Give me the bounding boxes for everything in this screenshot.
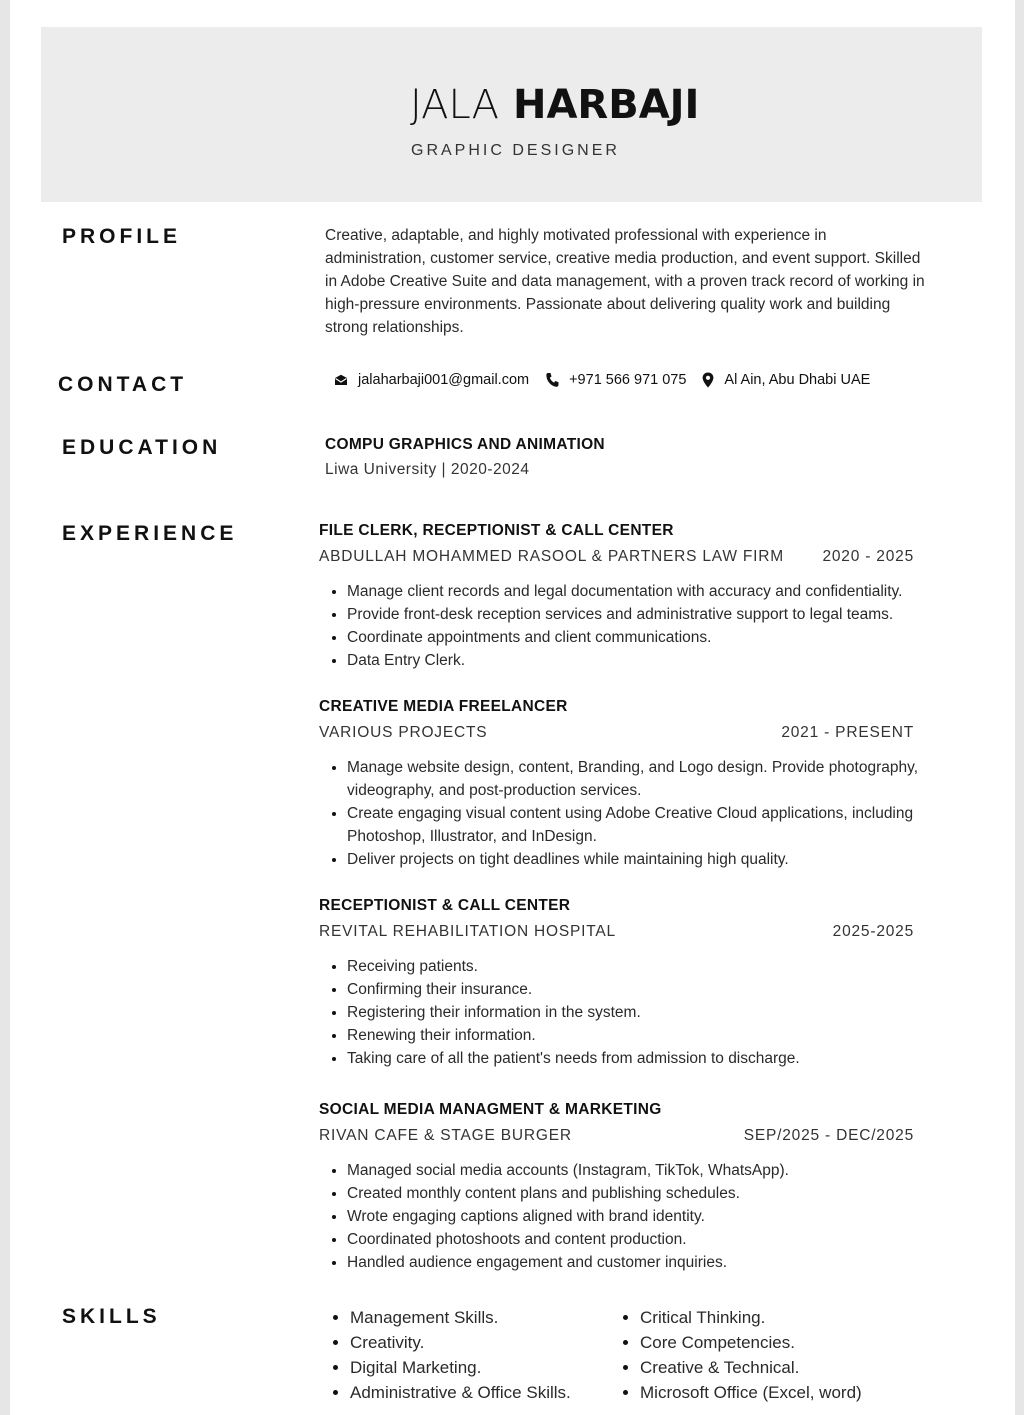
job-subheader bbox=[319, 1127, 919, 1149]
list-item: • Manage website design, content, Branding, and Logo design. Provide photography, videography, and post-production services. bbox=[347, 756, 919, 802]
list-item: • Registering their information in the system. bbox=[347, 1001, 919, 1024]
list-item: • Created monthly content plans and publishing schedules. bbox=[347, 1182, 919, 1205]
phone-icon bbox=[545, 372, 559, 388]
experience-entry bbox=[319, 698, 919, 871]
job-subheader bbox=[319, 724, 919, 746]
list-item: • Handled audience engagement and customer inquiries. bbox=[347, 1251, 919, 1274]
job-subheader bbox=[319, 923, 919, 945]
section-title-experience: EXPERIENCE bbox=[62, 522, 238, 545]
skill-item: • Administrative & Office Skills. bbox=[350, 1380, 612, 1405]
list-item: • Confirming their insurance. bbox=[347, 978, 919, 1001]
list-item: • Coordinate appointments and client communications. bbox=[347, 626, 919, 649]
profile-text: Creative, adaptable, and highly motivated professional with experience in administration, customer service, creative media production, and event support. Skilled in Adobe Creative Suite and data management, with a proven track record of working in high-pressure environments. Passionate about delivering quality work and building strong relationships. bbox=[325, 227, 925, 336]
job-bullets bbox=[319, 756, 919, 871]
job-dates: 2025-2025 bbox=[832, 923, 914, 940]
section-title-skills: SKILLS bbox=[62, 1305, 161, 1328]
list-item: • Managed social media accounts (Instagram, TikTok, WhatsApp). bbox=[347, 1159, 919, 1182]
contact-row bbox=[334, 372, 886, 388]
job-role: GRAPHIC DESIGNER bbox=[411, 142, 620, 159]
resume-page bbox=[10, 0, 1015, 1415]
experience-entry bbox=[319, 522, 919, 672]
job-dates: 2020 - 2025 bbox=[822, 548, 914, 565]
list-item: • Renewing their information. bbox=[347, 1024, 919, 1047]
list-item: • Data Entry Clerk. bbox=[347, 649, 919, 672]
section-title-education: EDUCATION bbox=[62, 436, 222, 459]
job-subheader bbox=[319, 548, 919, 570]
map-pin-icon bbox=[702, 372, 714, 388]
job-bullets bbox=[319, 1159, 919, 1274]
skills-column-right bbox=[612, 1305, 902, 1405]
job-title: SOCIAL MEDIA MANAGMENT & MARKETING bbox=[319, 1101, 662, 1118]
skills-column-left bbox=[322, 1305, 612, 1405]
company-name: REVITAL REHABILITATION HOSPITAL bbox=[319, 923, 616, 940]
list-item: • Receiving patients. bbox=[347, 955, 919, 978]
first-name: JALA bbox=[410, 82, 500, 128]
location-text: Al Ain, Abu Dhabi UAE bbox=[724, 372, 871, 388]
phone-text: +971 566 971 075 bbox=[569, 372, 687, 388]
skill-item: • Microsoft Office (Excel, word) bbox=[640, 1380, 902, 1405]
list-item: • Provide front-desk reception services and administrative support to legal teams. bbox=[347, 603, 919, 626]
job-title: RECEPTIONIST & CALL CENTER bbox=[319, 897, 571, 914]
job-dates: SEP/2025 - DEC/2025 bbox=[743, 1127, 914, 1144]
email-text: jalaharbaji001@gmail.com bbox=[358, 372, 530, 388]
job-title: FILE CLERK, RECEPTIONIST & CALL CENTER bbox=[319, 522, 674, 539]
last-name: HARBAJI bbox=[512, 82, 700, 128]
list-item: • Create engaging visual content using Adobe Creative Cloud applications, including Photoshop, Illustrator, and InDesign. bbox=[347, 802, 919, 848]
experience-entry bbox=[319, 897, 919, 1070]
company-name: RIVAN CAFE & STAGE BURGER bbox=[319, 1127, 572, 1144]
list-item: • Coordinated photoshoots and content production. bbox=[347, 1228, 919, 1251]
list-item: • Wrote engaging captions aligned with brand identity. bbox=[347, 1205, 919, 1228]
experience-entry bbox=[319, 1101, 919, 1274]
skill-item: • Management Skills. bbox=[350, 1305, 612, 1330]
skill-item: • Creativity. bbox=[350, 1330, 612, 1355]
envelope-icon bbox=[334, 374, 348, 386]
section-title-profile: PROFILE bbox=[62, 225, 182, 248]
skill-item: • Digital Marketing. bbox=[350, 1355, 612, 1380]
section-title-contact: CONTACT bbox=[58, 373, 188, 396]
contact-email[interactable] bbox=[334, 372, 529, 388]
education-degree: COMPU GRAPHICS AND ANIMATION bbox=[325, 436, 605, 453]
education-meta: Liwa University | 2020-2024 bbox=[325, 461, 530, 478]
contact-location bbox=[702, 372, 870, 388]
skill-item: • Critical Thinking. bbox=[640, 1305, 902, 1330]
candidate-name bbox=[410, 82, 699, 128]
skills-list bbox=[322, 1305, 922, 1405]
job-bullets bbox=[319, 580, 919, 672]
skill-item: • Core Competencies. bbox=[640, 1330, 902, 1355]
company-name: ABDULLAH MOHAMMED RASOOL & PARTNERS LAW FIRM bbox=[319, 548, 784, 565]
list-item: • Manage client records and legal documentation with accuracy and confidentiality. bbox=[347, 580, 919, 603]
job-dates: 2021 - PRESENT bbox=[781, 724, 914, 741]
company-name: VARIOUS PROJECTS bbox=[319, 724, 488, 741]
skill-item: • Creative & Technical. bbox=[640, 1355, 902, 1380]
education-entry bbox=[325, 436, 605, 479]
job-bullets bbox=[319, 955, 919, 1070]
job-title: CREATIVE MEDIA FREELANCER bbox=[319, 698, 568, 715]
list-item: • Deliver projects on tight deadlines while maintaining high quality. bbox=[347, 848, 919, 871]
list-item: • Taking care of all the patient's needs from admission to discharge. bbox=[347, 1047, 919, 1070]
contact-phone[interactable] bbox=[545, 372, 686, 388]
